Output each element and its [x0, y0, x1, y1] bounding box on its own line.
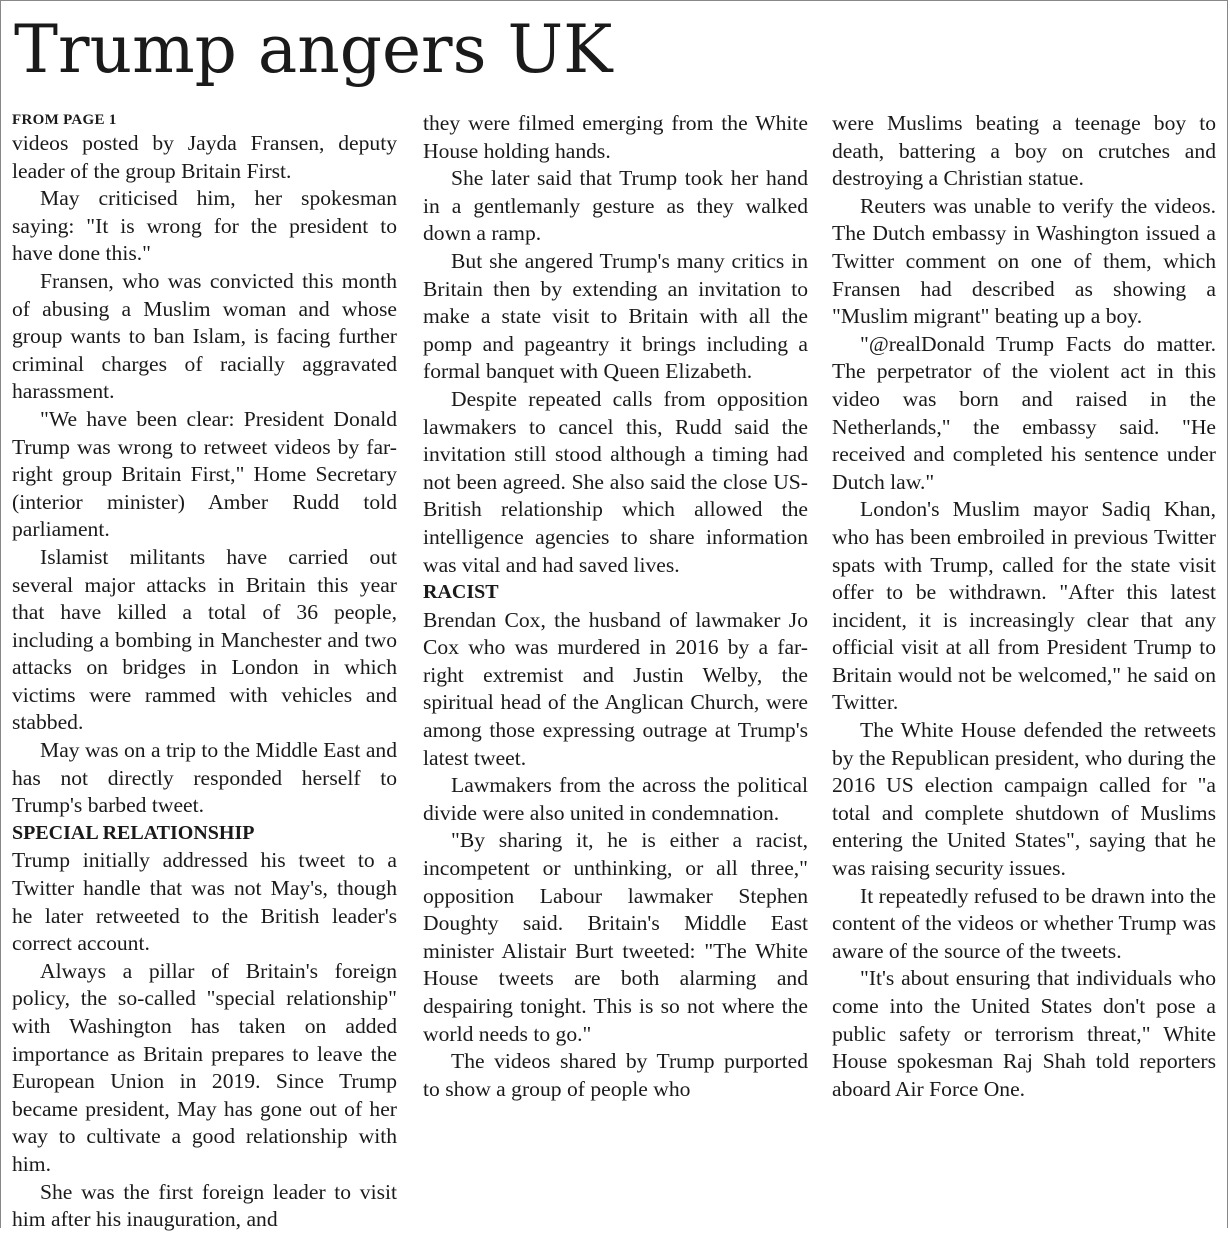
paragraph: "By sharing it, he is either a racist, incompetent or unthinking, or all three," opposition Labour lawmaker Stephen Doughty said. Britain's Middle East minister Alistair Burt tweeted: "The White House tweets are both alarming and despairing tonight. This is so not where the world needs to go.": [423, 828, 808, 1046]
article-column-1: [12, 110, 397, 1234]
paragraph: It repeatedly refused to be drawn into the content of the videos or whether Trump was aware of the source of the tweets.: [832, 883, 1216, 963]
paragraph: videos posted by Jayda Fransen, deputy leader of the group Britain First.: [12, 131, 397, 183]
article-column-2: [423, 110, 808, 1103]
paragraph: were Muslims beating a teenage boy to death, battering a boy on crutches and destroying a Christian statue.: [832, 111, 1216, 191]
paragraph: She was the first foreign leader to visit him after his inauguration, and: [12, 1179, 397, 1232]
paragraph: Lawmakers from the across the political divide were also united in condemnation.: [423, 773, 808, 825]
paragraph: Brendan Cox, the husband of lawmaker Jo Cox who was murdered in 2016 by a far-right extremist and Justin Welby, the spiritual head of the Anglican Church, were among those expressing outrage at Trump's latest tweet.: [423, 607, 808, 770]
paragraph: Islamist militants have carried out several major attacks in Britain this year that have killed a total of 36 people, including a bombing in Manchester and two attacks on bridges in London in which victims were rammed with vehicles and stabbed.: [12, 544, 397, 735]
paragraph: May was on a trip to the Middle East and has not directly responded herself to Trump's barbed tweet.: [12, 738, 397, 818]
paragraph: "@realDonald Trump Facts do matter. The perpetrator of the violent act in this video was born and raised in the Netherlands," the embassy said. "He received and completed his sentence under Dutch law.": [832, 331, 1216, 494]
paragraph: Fransen, who was convicted this month of abusing a Muslim woman and whose group wants to ban Islam, is facing further criminal charges of racially aggravated harassment.: [12, 268, 397, 404]
from-page-label: FROM PAGE 1: [12, 112, 117, 128]
paragraph: Trump initially addressed his tweet to a Twitter handle that was not May's, though he later retweeted to the British leader's correct account.: [12, 848, 397, 956]
paragraph: "We have been clear: President Donald Trump was wrong to retweet videos by far-right group Britain First," Home Secretary (interior minister) Amber Rudd told parliament.: [12, 406, 397, 542]
paragraph: Despite repeated calls from opposition lawmakers to cancel this, Rudd said the invitation still stood although a timing had not been agreed. She also said the close US-British relationship which allowed the intelligence agencies to share information was vital and had saved lives.: [423, 386, 808, 577]
paragraph: The White House defended the retweets by the Republican president, who during the 2016 US election campaign called for "a total and complete shutdown of Muslims entering the United States", saying that he was raising security issues.: [832, 718, 1216, 881]
subheading: SPECIAL RELATIONSHIP: [12, 821, 255, 844]
paragraph: London's Muslim mayor Sadiq Khan, who has been embroiled in previous Twitter spats with Trump, called for the state visit offer to be withdrawn. "After this latest incident, it is increasingly clear that any official visit at all from President Trump to Britain would not be welcomed," he said on Twitter.: [832, 497, 1216, 715]
paragraph: they were filmed emerging from the White House holding hands.: [423, 111, 808, 163]
paragraph: Always a pillar of Britain's foreign policy, the so-called "special relationship" with Washington has taken on added importance as Britain prepares to leave the European Union in 2019. Since Trump became president, May has gone out of her way to cultivate a good relationship with him.: [12, 958, 397, 1176]
subheading: RACIST: [423, 581, 499, 604]
paragraph: The videos shared by Trump purported to show a group of people who: [423, 1049, 808, 1101]
paragraph: She later said that Trump took her hand in a gentlemanly gesture as they walked down a ramp.: [423, 166, 808, 246]
paragraph: May criticised him, her spokesman saying: "It is wrong for the president to have done this.": [12, 186, 397, 266]
paragraph: But she angered Trump's many critics in Britain then by extending an invitation to make a state visit to Britain with all the pomp and pageantry it brings including a formal banquet with Queen Elizabeth.: [423, 248, 808, 384]
article-column-3: [832, 110, 1216, 1103]
headline: Trump angers UK: [14, 11, 613, 88]
paragraph: "It's about ensuring that individuals who come into the United States don't pose a public safety or terrorism threat," White House spokesman Raj Shah told reporters aboard Air Force One.: [832, 966, 1216, 1101]
paragraph: Reuters was unable to verify the videos. The Dutch embassy in Washington issued a Twitter comment on one of them, which Fransen had described as showing a "Muslim migrant" beating up a boy.: [832, 193, 1216, 329]
